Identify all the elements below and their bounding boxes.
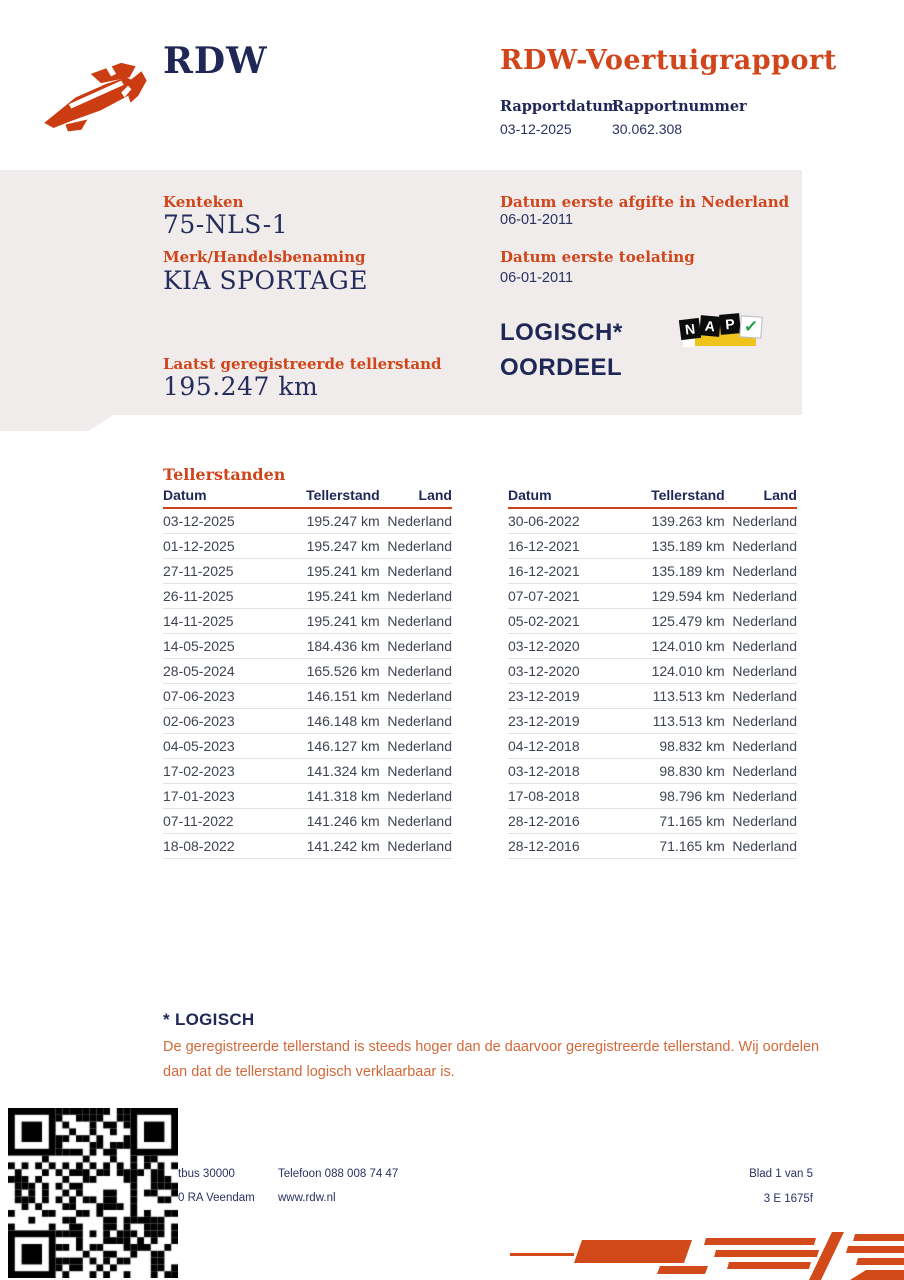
table-row (508, 734, 797, 759)
table-cell: Nederland (387, 638, 452, 654)
report-number-block (612, 98, 747, 137)
table-cell: 26-11-2025 (163, 588, 234, 604)
kenteken-label: Kenteken (163, 193, 244, 211)
mileage-table-right (508, 487, 797, 859)
table-cell: Nederland (732, 788, 797, 804)
footnote-title: * LOGISCH (163, 1010, 255, 1029)
table-cell: 28-05-2024 (163, 663, 235, 679)
table-cell: 184.436 km (306, 638, 380, 654)
speed-lines-graphic-icon (510, 1232, 904, 1280)
footnote-body: De geregistreerde tellerstand is steeds hoger dan de daarvoor geregistreerde tellerstand. Wij oordelen dan dat de tellerstand logisch verklaarbaar is. (163, 1039, 820, 1080)
table-cell: 195.241 km (306, 563, 380, 579)
table-cell: 195.247 km (306, 513, 380, 529)
table-cell: 07-06-2023 (163, 688, 235, 704)
table-cell: 98.832 km (659, 738, 725, 754)
summary-panel-notch (0, 414, 115, 431)
table-cell: 23-12-2019 (508, 688, 580, 704)
table-header-cell: Land (763, 487, 797, 503)
footer-address-line2: 0 RA Veendam (178, 1192, 255, 1204)
table-cell: Nederland (732, 738, 797, 754)
table-cell: 98.796 km (659, 788, 725, 804)
table-row (508, 534, 797, 559)
table-cell: Nederland (732, 688, 797, 704)
table-cell: Nederland (732, 813, 797, 829)
table-cell: 18-08-2022 (163, 838, 235, 854)
table-cell: Nederland (387, 563, 452, 579)
table-cell: 16-12-2021 (508, 563, 580, 579)
brand-wordmark: RDW (163, 40, 268, 82)
table-cell: Nederland (732, 513, 797, 529)
footer-page-indicator: Blad 1 van 5 (749, 1168, 813, 1180)
table-cell: 98.830 km (659, 763, 725, 779)
footer-address-block (178, 1162, 255, 1210)
nap-logo (678, 311, 764, 355)
table-cell: 04-05-2023 (163, 738, 235, 754)
footer-website: www.rdw.nl (278, 1192, 336, 1204)
table-cell: 139.263 km (651, 513, 725, 529)
merk-value: KIA SPORTAGE (163, 266, 368, 295)
table-cell: Nederland (732, 638, 797, 654)
table-cell: 71.165 km (659, 838, 725, 854)
table-header-cell: Tellerstand (306, 487, 380, 503)
toelating-label: Datum eerste toelating (500, 248, 695, 266)
table-cell: 195.241 km (306, 613, 380, 629)
rdw-eagle-logo-icon (40, 42, 150, 137)
table-cell: 195.241 km (306, 588, 380, 604)
table-row (508, 609, 797, 634)
table-header-cell: Land (418, 487, 452, 503)
table-row (508, 809, 797, 834)
table-cell: Nederland (732, 713, 797, 729)
table-header-row (163, 487, 452, 509)
table-row (508, 709, 797, 734)
table-cell: 113.513 km (652, 713, 725, 729)
table-cell: 07-11-2022 (163, 813, 234, 829)
table-cell: Nederland (732, 588, 797, 604)
table-row (163, 609, 452, 634)
nap-checkmark-icon: ✓ (739, 315, 762, 338)
table-cell: Nederland (387, 738, 452, 754)
table-cell: 141.246 km (306, 813, 380, 829)
table-row (163, 784, 452, 809)
table-cell: Nederland (387, 788, 452, 804)
table-row (508, 509, 797, 534)
footer-page-block (650, 1162, 813, 1212)
table-row (163, 659, 452, 684)
table-row (163, 584, 452, 609)
nap-letter-tile: A (699, 315, 721, 337)
table-cell: 125.479 km (651, 613, 725, 629)
table-row (163, 834, 452, 859)
table-cell: 05-02-2021 (508, 613, 580, 629)
table-row (163, 709, 452, 734)
document-title: RDW-Voertuigrapport (500, 45, 837, 76)
table-header-cell: Tellerstand (651, 487, 725, 503)
table-cell: 165.526 km (306, 663, 380, 679)
tellerstanden-section-title: Tellerstanden (163, 465, 286, 484)
report-number-label: Rapportnummer (612, 98, 747, 115)
table-cell: 04-12-2018 (508, 738, 580, 754)
table-row (508, 684, 797, 709)
table-cell: Nederland (387, 713, 452, 729)
table-row (163, 734, 452, 759)
table-cell: 27-11-2025 (163, 563, 234, 579)
table-cell: 129.594 km (651, 588, 725, 604)
table-cell: 03-12-2018 (508, 763, 580, 779)
table-row (508, 659, 797, 684)
table-cell: Nederland (387, 813, 452, 829)
afgifte-value: 06-01-2011 (500, 212, 574, 228)
footer-phone: Telefoon 088 008 74 47 (278, 1168, 399, 1180)
report-date-label: Rapportdatum (500, 98, 619, 115)
table-cell: Nederland (387, 588, 452, 604)
oordeel-line2: OORDEEL (500, 354, 623, 381)
table-cell: Nederland (732, 563, 797, 579)
table-row (163, 559, 452, 584)
merk-label: Merk/Handelsbenaming (163, 248, 366, 266)
table-cell: Nederland (387, 663, 452, 679)
table-header-row (508, 487, 797, 509)
table-cell: 141.318 km (306, 788, 380, 804)
table-cell: 124.010 km (651, 638, 725, 654)
footer-address-line1: tbus 30000 (178, 1168, 235, 1180)
table-cell: 16-12-2021 (508, 538, 580, 554)
table-cell: 146.148 km (306, 713, 380, 729)
nap-letter-tile: P (719, 313, 741, 335)
table-row (508, 759, 797, 784)
table-row (163, 509, 452, 534)
table-cell: 135.189 km (651, 563, 725, 579)
mileage-table-left (163, 487, 452, 859)
tellerstand-label: Laatst geregistreerde tellerstand (163, 355, 442, 373)
table-cell: 01-12-2025 (163, 538, 235, 554)
table-cell: Nederland (387, 613, 452, 629)
table-cell: Nederland (732, 663, 797, 679)
table-cell: 17-08-2018 (508, 788, 580, 804)
table-cell: 141.242 km (306, 838, 380, 854)
table-cell: 07-07-2021 (508, 588, 580, 604)
table-cell: 71.165 km (659, 813, 725, 829)
nap-letter-tile: N (679, 318, 701, 340)
table-cell: Nederland (732, 838, 797, 854)
kenteken-value: 75-NLS-1 (163, 210, 289, 239)
report-number-value: 30.062.308 (612, 121, 683, 137)
table-cell: 28-12-2016 (508, 838, 580, 854)
table-cell: 17-02-2023 (163, 763, 235, 779)
table-row (163, 809, 452, 834)
table-row (163, 634, 452, 659)
table-row (163, 534, 452, 559)
table-cell: Nederland (732, 613, 797, 629)
table-cell: 17-01-2023 (163, 788, 235, 804)
table-header-cell: Datum (508, 487, 552, 503)
table-cell: Nederland (732, 763, 797, 779)
table-row (508, 584, 797, 609)
report-date-block (500, 98, 618, 137)
table-cell: 03-12-2020 (508, 638, 580, 654)
table-cell: Nederland (387, 513, 452, 529)
qr-code (8, 1108, 178, 1278)
table-cell: 14-11-2025 (163, 613, 234, 629)
table-cell: 124.010 km (651, 663, 725, 679)
table-cell: 03-12-2020 (508, 663, 580, 679)
oordeel-verdict (500, 315, 623, 385)
table-row (163, 684, 452, 709)
afgifte-label: Datum eerste afgifte in Nederland (500, 193, 790, 211)
table-cell: 03-12-2025 (163, 513, 235, 529)
table-cell: Nederland (387, 838, 452, 854)
table-cell: 23-12-2019 (508, 713, 580, 729)
toelating-value: 06-01-2011 (500, 270, 574, 286)
tellerstand-value: 195.247 km (163, 372, 319, 401)
table-header-cell: Datum (163, 487, 207, 503)
table-row (508, 834, 797, 859)
table-row (508, 634, 797, 659)
oordeel-line1: LOGISCH* (500, 319, 623, 346)
table-row (508, 784, 797, 809)
table-cell: Nederland (387, 688, 452, 704)
table-cell: Nederland (387, 538, 452, 554)
table-cell: 135.189 km (651, 538, 725, 554)
report-date-value: 03-12-2025 (500, 121, 572, 137)
footer-contact-block (278, 1162, 398, 1210)
footer-doc-code: 3 E 1675f (763, 1193, 813, 1205)
table-cell: 146.151 km (306, 688, 380, 704)
table-row (163, 759, 452, 784)
table-cell: 14-05-2025 (163, 638, 235, 654)
table-cell: Nederland (387, 763, 452, 779)
table-cell: 146.127 km (306, 738, 380, 754)
table-cell: 141.324 km (306, 763, 380, 779)
table-cell: Nederland (732, 538, 797, 554)
table-row (508, 559, 797, 584)
table-cell: 28-12-2016 (508, 813, 580, 829)
table-cell: 195.247 km (306, 538, 380, 554)
table-cell: 30-06-2022 (508, 513, 580, 529)
table-cell: 113.513 km (652, 688, 725, 704)
table-cell: 02-06-2023 (163, 713, 235, 729)
